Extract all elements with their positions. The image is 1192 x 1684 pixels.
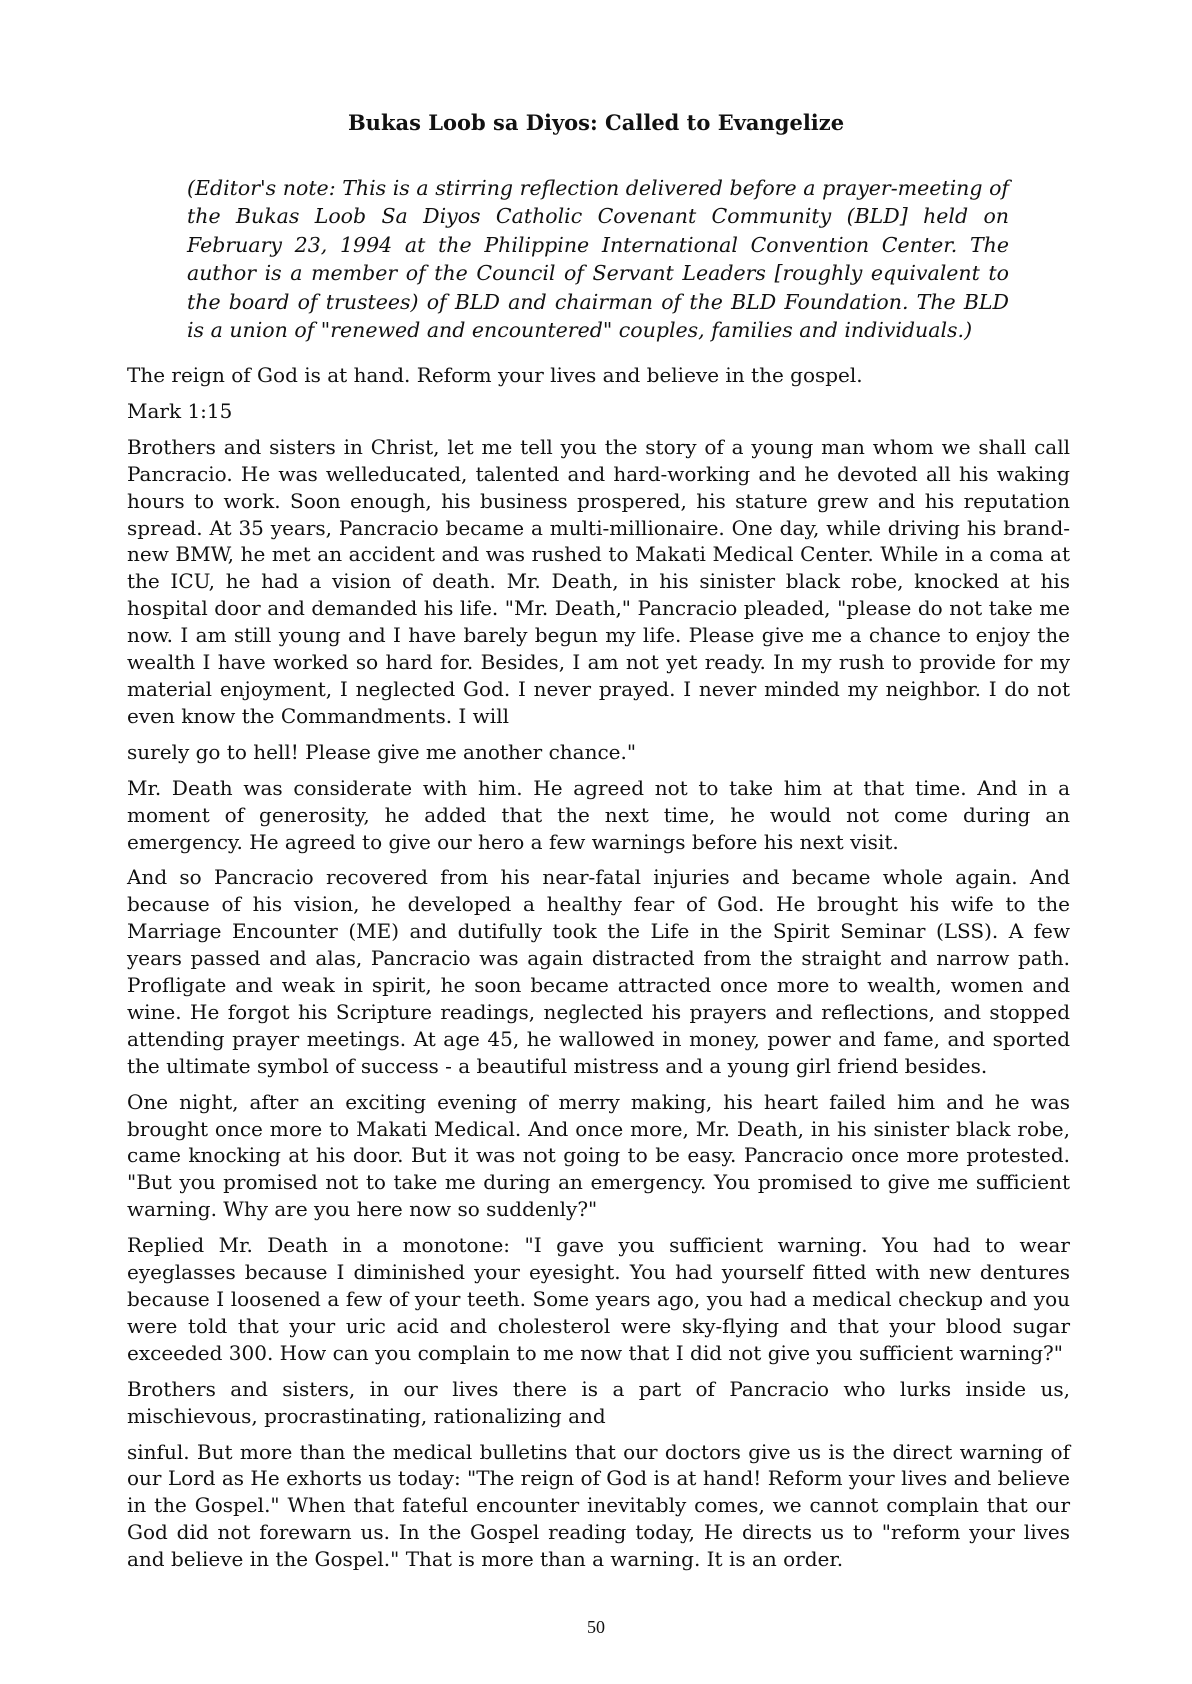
- paragraph: One night, after an exciting evening of merry making, his heart failed him and he was brought once more to Makati Medical. And once more, Mr. Death, in his sinister black robe, came knocking at his door. But it was not going to be easy. Pancracio once more protested. "But you promised not to take me during an emergency. You promised to give me sufficient warning. Why are you here now so suddenly?": [127, 1089, 1070, 1222]
- paragraph: Brothers and sisters, in our lives there is a part of Pancracio who lurks inside us, mischievous, procrastinating, rationalizing and: [127, 1376, 1070, 1428]
- paragraph: And so Pancracio recovered from his near-fatal injuries and became whole again. And because of his vision, he developed a healthy fear of God. He brought his wife to the Marriage Encounter (ME) and dutifully took the Life in the Spirit Seminar (LSS). A few years passed and alas, Pancracio was again distracted from the straight and narrow path. Profligate and weak in spirit, he soon became attracted once more to wealth, women and wine. He forgot his Scripture readings, neglected his prayers and reflections, and stopped attending prayer meetings. At age 45, he wallowed in money, power and fame, and sported the ultimate symbol of success - a beautiful mistress and a young girl friend besides.: [127, 865, 1070, 1078]
- paragraph-quote: The reign of God is at hand. Reform your lives and believe in the gospel.: [127, 363, 863, 387]
- body-text: [127, 362, 1070, 1582]
- page-number: 50: [587, 1617, 605, 1637]
- paragraph: sinful. But more than the medical bulletins that our doctors give us is the direct warning of our Lord as He exhorts us today: "The reign of God is at hand! Reform your lives and believe in the Gospel." When that fateful encounter inevitably comes, we cannot complain that our God did not forewarn us. In the Gospel reading today, He directs us to "reform your lives and believe in the Gospel." That is more than a warning. It is an order.: [127, 1439, 1070, 1572]
- paragraph: Replied Mr. Death in a monotone: "I gave you sufficient warning. You had to wear eyeglasses because I diminished your eyesight. You had yourself fitted with new dentures because I loosened a few of your teeth. Some years ago, you had a medical checkup and you were told that your uric acid and cholesterol were sky-flying and that your blood sugar exceeded 300. How can you complain to me now that I did not give you sufficient warning?": [127, 1233, 1070, 1365]
- paragraph: surely go to hell! Please give me another chance.": [127, 739, 637, 764]
- document-title: Bukas Loob sa Diyos: Called to Evangelize: [347, 110, 845, 135]
- paragraph: Mr. Death was considerate with him. He agreed not to take him at that time. And in a moment of generosity, he added that the next time, he would not come during an emergency. He agreed to give our hero a few warnings before his next visit.: [127, 775, 1070, 854]
- editors-note: (Editor's note: This is a stirring reflection delivered before a prayer-meeting of the Bukas Loob Sa Diyos Catholic Covenant Community (BLD] held on February 23, 1994 at the Philippine International Convention Center. The author is a member of the Council of Servant Leaders [roughly equivalent to the board of trustees) of BLD and chairman of the BLD Foundation. The BLD is a union of "renewed and encountered" couples, families and individuals.): [187, 176, 1009, 343]
- paragraph-citation: Mark 1:15: [127, 398, 233, 423]
- paragraph: Brothers and sisters in Christ, let me tell you the story of a young man whom we shall call Pancracio. He was welleducated, talented and hard-working and he devoted all his waking hours to work. Soon enough, his business prospered, his stature grew and his reputation spread. At 35 years, Pancracio became a multi-millionaire. One day, while driving his brand-new BMW, he met an accident and was rushed to Makati Medical Center. While in a coma at the ICU, he had a vision of death. Mr. Death, in his sinister black robe, knocked at his hospital door and demanded his life. "Mr. Death," Pancracio pleaded, "please do not take me now. I am still young and I have barely begun my life. Please give me a chance to enjoy the wealth I have worked so hard for. Besides, I am not yet ready. In my rush to provide for my material enjoyment, I neglected God. I never prayed. I never minded my neighbor. I do not even know the Commandments. I will: [127, 434, 1070, 728]
